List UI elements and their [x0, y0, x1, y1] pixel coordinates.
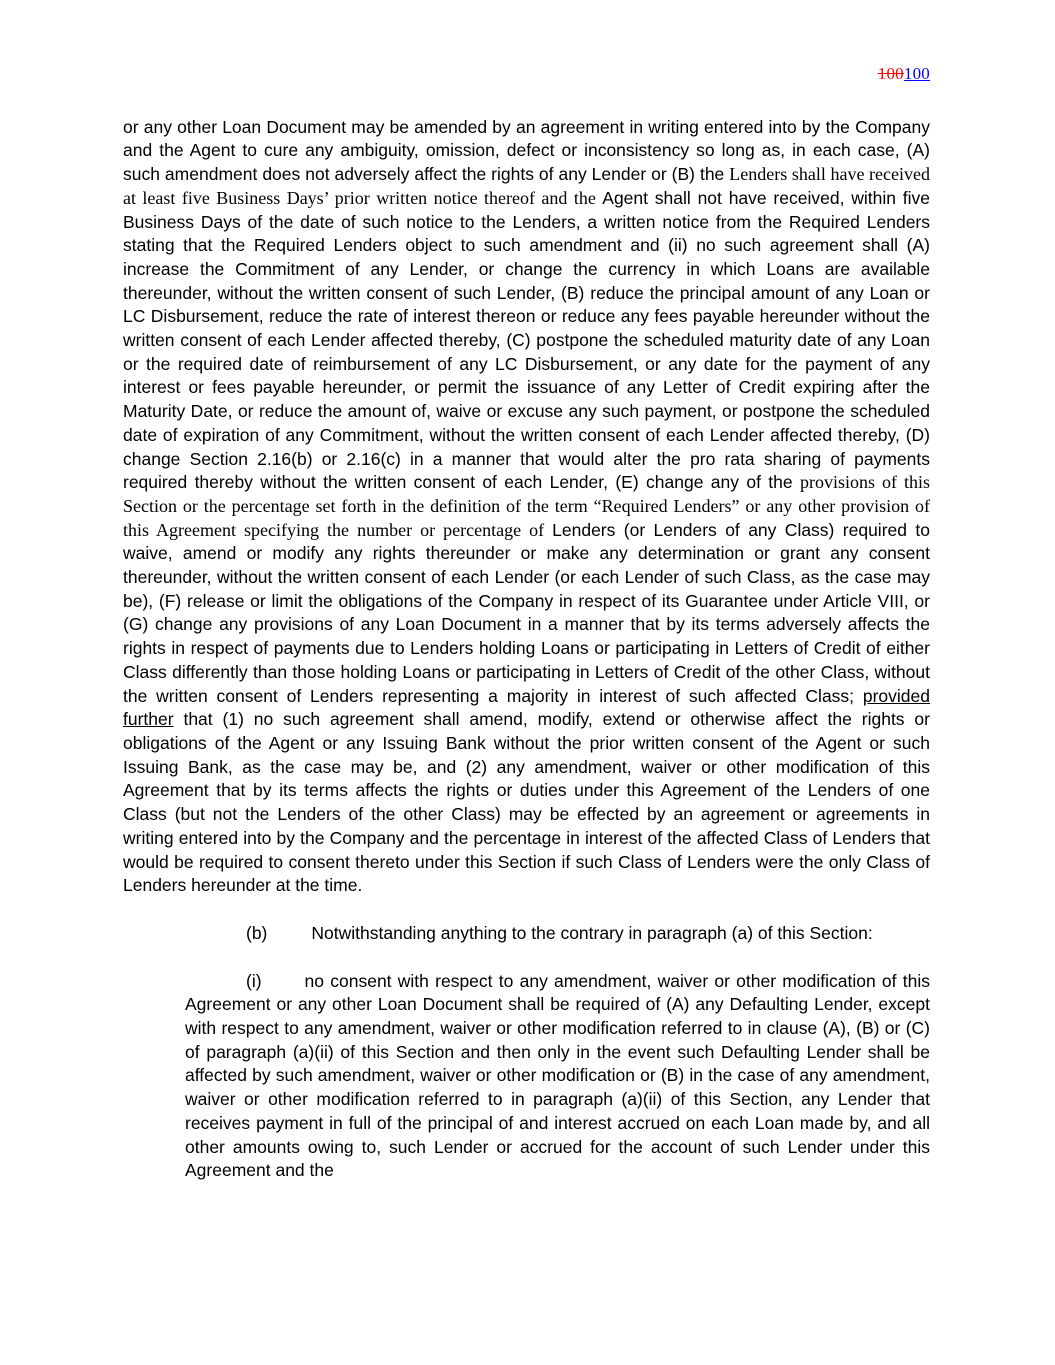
paragraph-a: [123, 116, 930, 898]
page-number: [123, 62, 930, 86]
paragraph-a-segment-base: that (1) no such agreement shall amend, modify, extend or otherwise affect the rights or obligations of the Agent or any Issuing Bank without the prior written consent of the Agent or such Issuing Bank, as the case may be, and (2) any amendment, waiver or other modification of this Agreement that by its terms affects the rights or duties under this Agreement of the Lenders of one Class (but not the Lenders of the other Class) may be effected by an agreement or agreements in writing entered into by the Company and the percentage in interest of the affected Class of Lenders that would be required to consent thereto under this Section if such Class of Lenders were the only Class of Lenders hereunder at the time.: [123, 709, 930, 896]
paragraph-a-segment-inserted-serif: provisions of this Section or the percentage set forth in the definition of the term “Required Lenders” or any other provision of this Agreement specifying the number or percentage of: [123, 472, 930, 540]
paragraph-i-text: no consent with respect to any amendment, waiver or other modification of this Agreement or any other Loan Document shall be required of (A) any Defaulting Lender, except with respect to any amendment, waiver or other modification referred to in clause (A), (B) or (C) of paragraph (a)(ii) of this Section and then only in the event such Defaulting Lender shall be affected by such amendment, waiver or other modification or (B) in the case of any amendment, waiver or other modification referred to in paragraph (a)(ii) of this Section, any Lender that receives payment in full of the principal of and interest accrued on each Loan made by, and all other amounts owing to, such Lender or accrued for the account of such Lender under this Agreement and the: [185, 970, 930, 1181]
paragraph-a-segment-base: Lenders (or Lenders of any Class) required to waive, amend or modify any rights thereunder or make any determination or grant any consent thereunder, without the written consent of each Lender (or each Lender of such Class, as the case may be), (F) release or limit the obligations of the Company in respect of its Guarantee under Article VIII, or (G) change any provisions of any Loan Document in a manner that by its terms adversely affects the rights in respect of payments due to Lenders holding Loans or participating in Letters of Credit of either Class differently than those holding Loans or participating in Letters of Credit of the other Class, without the written consent of Lenders representing a majority in interest of such affected Class;: [123, 519, 930, 706]
page-number-inserted: 100: [903, 64, 930, 83]
paragraph-i-label: (i): [246, 970, 262, 991]
paragraph-b-label: (b): [246, 922, 268, 943]
paragraph-i: [185, 970, 930, 1183]
paragraph-b: [123, 922, 930, 946]
paragraph-a-segment-inserted-serif: Lenders shall have received at least five Business Days’ prior written notice thereof and the: [123, 164, 930, 208]
paragraph-a-segment-underline: provided further: [123, 685, 930, 730]
paragraph-a-segment-base: Agent shall not have received, within five Business Days of the date of such notice to the Lenders, a written notice from the Required Lenders stating that the Required Lenders object to such amendment and (ii) no such agreement shall (A) increase the Commitment of any Lender, or change the currency in which Loans are available thereunder, without the written consent of such Lender, (B) reduce the principal amount of any Loan or LC Disbursement, reduce the rate of interest thereon or reduce any fees payable hereunder without the written consent of each Lender affected thereby, (C) postpone the scheduled maturity date of any Loan or the required date of reimbursement of any LC Disbursement, or any date for the payment of any interest or fees payable hereunder, or permit the issuance of any Letter of Credit expiring after the Maturity Date, or reduce the amount of, waive or excuse any such payment, or postpone the scheduled date of expiration of any Commitment, without the written consent of each Lender affected thereby, (D) change Section 2.16(b) or 2.16(c) in a manner that would alter the pro rata sharing of payments required thereby without the written consent of each Lender, (E) change any of the: [123, 187, 931, 493]
page-number-deleted: 100: [877, 64, 904, 83]
paragraph-b-text: Notwithstanding anything to the contrary in paragraph (a) of this Section:: [311, 922, 873, 943]
paragraph-a-segment-base: or any other Loan Document may be amended by an agreement in writing entered into by the Company and the Agent to cure any ambiguity, omission, defect or inconsistency so long as, in each case, (A) such amendment does not adversely affect the rights of any Lender or (B) the: [123, 116, 930, 185]
